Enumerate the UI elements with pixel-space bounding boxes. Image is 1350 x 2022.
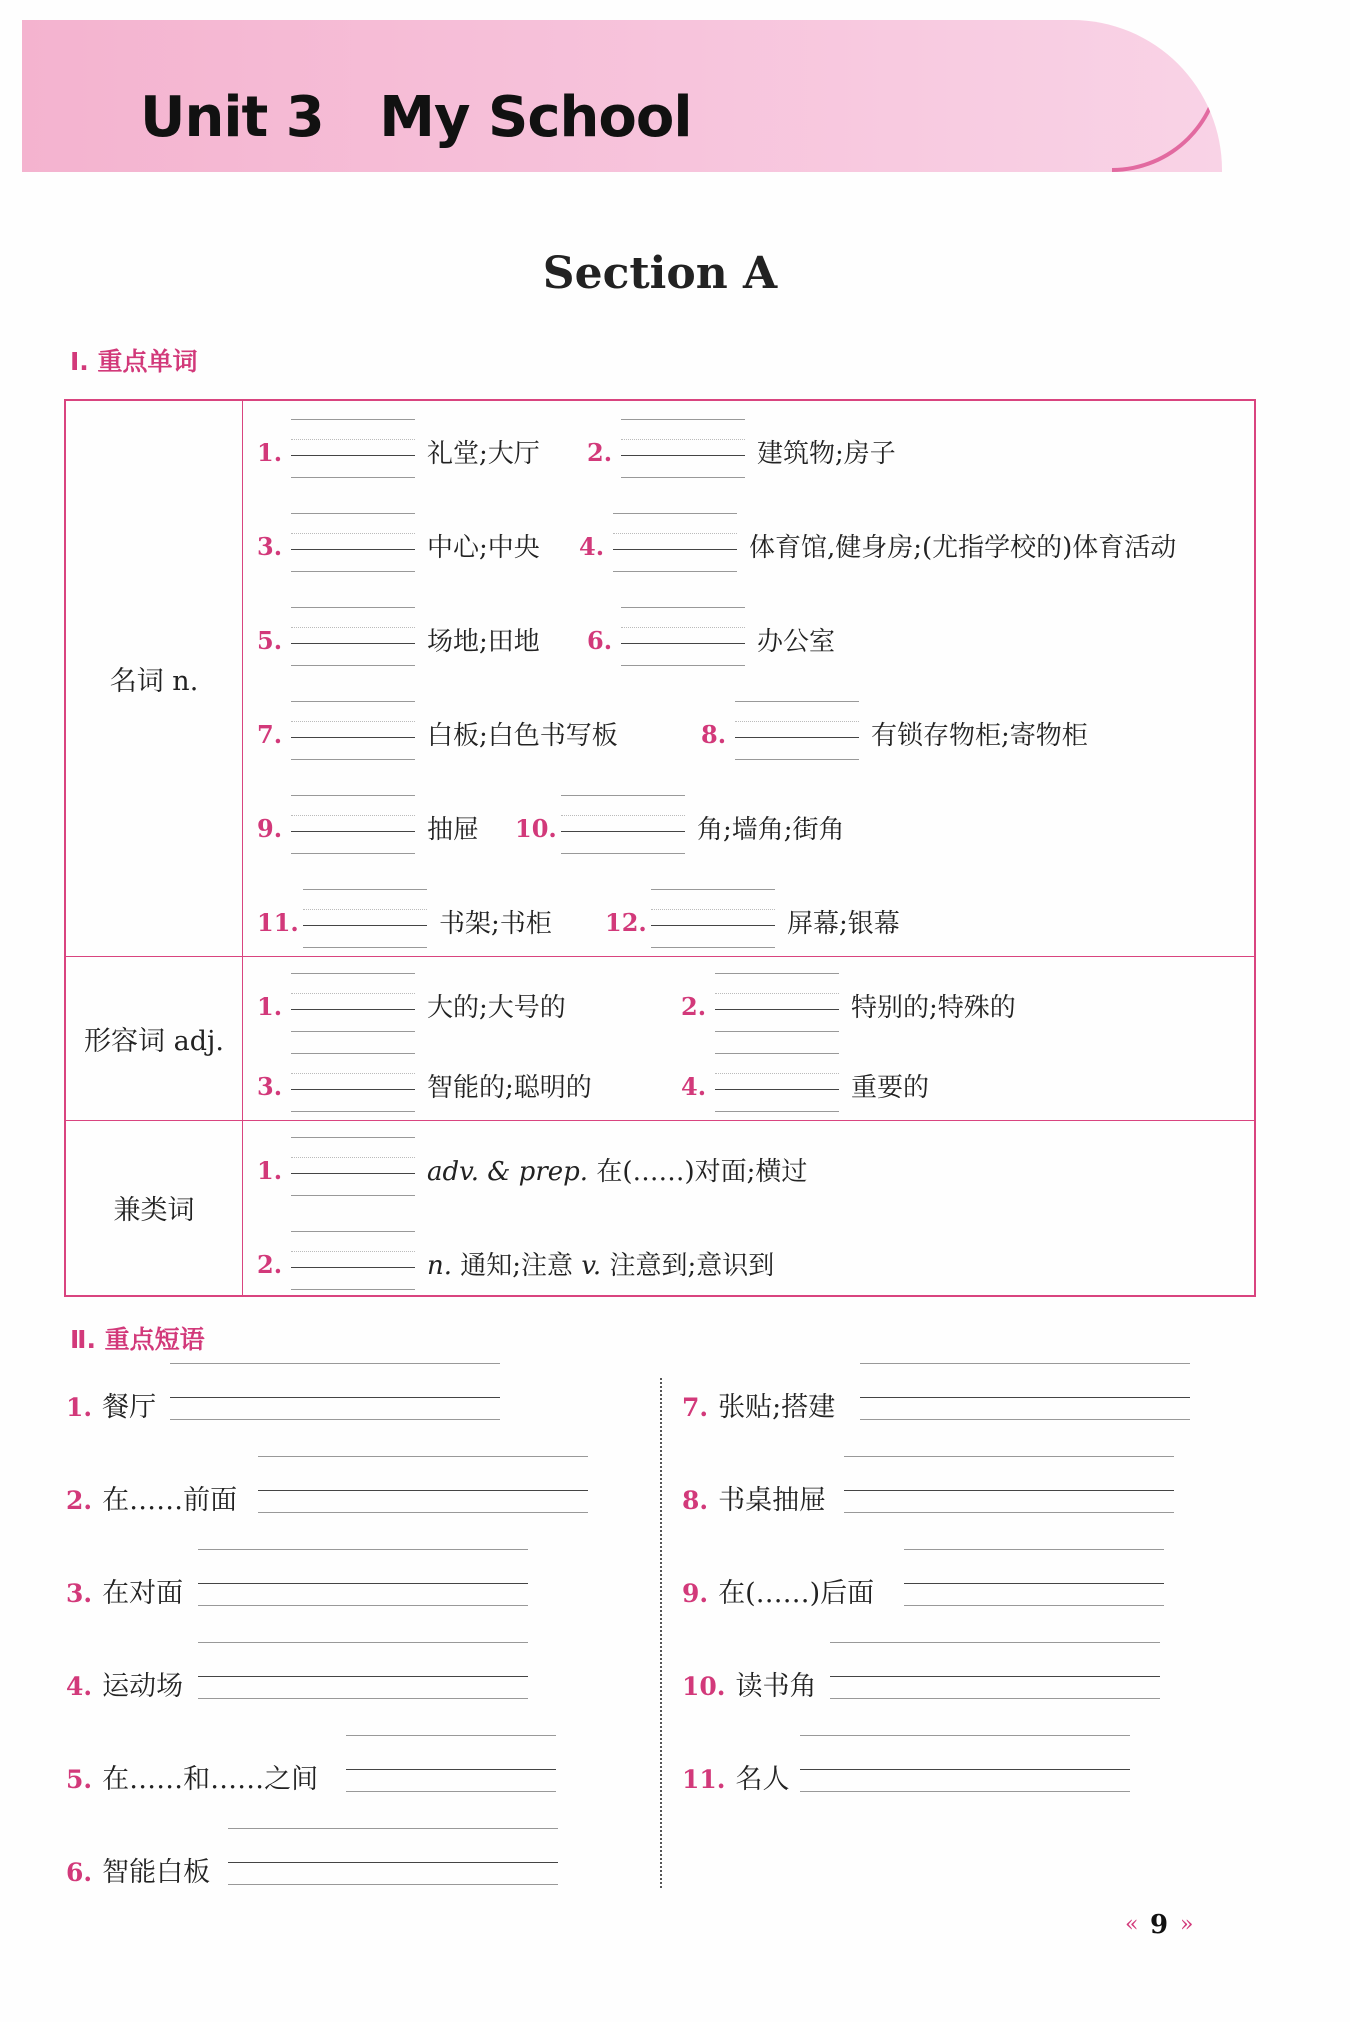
phrase-meaning: 在对面 <box>102 1578 184 1609</box>
item-number: 5. <box>257 626 283 655</box>
answer-blank[interactable] <box>291 701 415 765</box>
phrase-meaning: 智能白板 <box>102 1857 211 1888</box>
page-deco-left: « <box>1125 1912 1139 1937</box>
guide-line <box>904 1605 1164 1606</box>
guide-line <box>735 721 859 722</box>
part-of-speech: n. <box>427 1250 453 1281</box>
item-number: 4. <box>579 532 605 561</box>
phrase-number: 4. <box>66 1672 93 1701</box>
guide-line <box>258 1512 588 1513</box>
phrase-item <box>66 1757 318 1796</box>
guide-line <box>844 1512 1174 1513</box>
item-meaning: 大的;大号的 <box>427 992 566 1023</box>
item-meaning: 办公室 <box>757 627 836 657</box>
item-number: 3. <box>257 1071 283 1101</box>
item-meaning: 体育馆,健身房;(尤指学校的)体育活动 <box>749 533 1177 563</box>
section-title: Section A <box>542 248 778 299</box>
noun-items <box>243 400 1256 956</box>
item-meaning: 屏幕;银幕 <box>787 909 900 939</box>
answer-blank[interactable] <box>291 607 415 671</box>
item-number: 7. <box>257 720 283 749</box>
item-meaning: 角;墙角;街角 <box>697 815 845 845</box>
item-number: 1. <box>257 438 283 467</box>
answer-blank[interactable] <box>613 513 737 577</box>
guide-line <box>303 947 427 948</box>
phrase-meaning: 张贴;搭建 <box>718 1392 836 1423</box>
answer-blank[interactable] <box>715 1053 839 1117</box>
guide-line <box>303 909 427 910</box>
guide-line <box>291 533 415 534</box>
answer-blank[interactable] <box>715 973 839 1037</box>
vocab-table <box>64 399 1256 1297</box>
guide-line <box>830 1698 1160 1699</box>
answer-blank[interactable] <box>561 795 685 859</box>
phrase-meaning: 在(……)后面 <box>718 1578 875 1609</box>
guide-line <box>800 1791 1130 1792</box>
answer-blank[interactable] <box>303 889 427 953</box>
item-number: 2. <box>587 438 613 467</box>
answer-blank[interactable] <box>291 513 415 577</box>
part2-heading: Ⅱ. 重点短语 <box>70 1325 205 1354</box>
column-divider <box>660 1378 662 1888</box>
item-meaning <box>427 1151 807 1188</box>
item-number: 11. <box>257 908 299 937</box>
phrase-answer-blank[interactable] <box>198 1549 528 1611</box>
item-number: 8. <box>701 720 727 749</box>
page-number: 9 <box>1150 1910 1169 1940</box>
guide-line <box>651 909 775 910</box>
phrase-meaning: 在……前面 <box>102 1485 238 1516</box>
guide-line <box>621 627 745 628</box>
part-of-speech: adv. & prep. <box>427 1156 589 1187</box>
item-meaning: 智能的;聪明的 <box>427 1072 592 1103</box>
phrase-number: 11. <box>682 1765 726 1794</box>
phrase-answer-blank[interactable] <box>860 1363 1190 1425</box>
item-meaning: 书架;书柜 <box>439 909 552 939</box>
guide-line <box>291 439 415 440</box>
guide-line <box>715 993 839 994</box>
guide-line <box>561 815 685 816</box>
guide-line <box>291 993 415 994</box>
phrase-number: 2. <box>66 1486 93 1515</box>
guide-line <box>651 947 775 948</box>
meaning-text: 在(……)对面;横过 <box>596 1156 808 1187</box>
phrase-number: 3. <box>66 1579 93 1608</box>
phrase-number: 6. <box>66 1858 93 1887</box>
phrase-item <box>66 1664 183 1703</box>
category-adj: 形容词 adj. <box>65 956 243 1120</box>
answer-blank[interactable] <box>291 795 415 859</box>
item-number: 2. <box>257 1249 283 1279</box>
phrase-answer-blank[interactable] <box>904 1549 1164 1611</box>
item-number: 2. <box>681 991 707 1021</box>
phrase-item <box>682 1385 835 1424</box>
guide-line <box>346 1791 556 1792</box>
unit-title: Unit 3 My School <box>140 85 692 150</box>
phrase-item <box>66 1850 210 1889</box>
guide-line <box>291 853 415 854</box>
answer-blank[interactable] <box>651 889 775 953</box>
category-noun: 名词 n. <box>65 400 243 956</box>
item-meaning: 礼堂;大厅 <box>427 439 540 469</box>
guide-line <box>291 721 415 722</box>
phrase-item <box>682 1757 790 1796</box>
guide-line <box>291 759 415 760</box>
answer-blank[interactable] <box>291 1137 415 1201</box>
phrase-number: 9. <box>682 1579 709 1608</box>
item-meaning: 重要的 <box>851 1072 930 1103</box>
guide-line <box>291 1031 415 1032</box>
guide-line <box>715 1111 839 1112</box>
phrase-item <box>66 1478 237 1517</box>
item-number: 6. <box>587 626 613 655</box>
phrase-number: 10. <box>682 1672 726 1701</box>
item-meaning: 场地;田地 <box>427 627 540 657</box>
phrase-answer-blank[interactable] <box>258 1456 588 1518</box>
phrase-meaning: 运动场 <box>102 1671 184 1702</box>
phrase-item <box>682 1664 817 1703</box>
guide-line <box>613 571 737 572</box>
phrase-item <box>66 1571 183 1610</box>
guide-line <box>291 1073 415 1074</box>
phrase-item <box>682 1571 874 1610</box>
item-meaning <box>427 1245 774 1282</box>
item-number: 3. <box>257 532 283 561</box>
phrase-number: 8. <box>682 1486 709 1515</box>
phrase-item <box>682 1478 826 1517</box>
item-meaning: 有锁存物柜;寄物柜 <box>871 721 1088 751</box>
guide-line <box>735 759 859 760</box>
item-meaning: 特别的;特殊的 <box>851 992 1016 1023</box>
guide-line <box>621 439 745 440</box>
guide-line <box>291 571 415 572</box>
answer-blank[interactable] <box>621 419 745 483</box>
phrase-answer-blank[interactable] <box>228 1828 558 1890</box>
adj-items <box>243 956 1256 1120</box>
answer-blank[interactable] <box>621 607 745 671</box>
item-meaning: 建筑物;房子 <box>757 439 896 469</box>
part-of-speech: v. <box>581 1250 602 1281</box>
guide-line <box>291 477 415 478</box>
guide-line <box>715 1031 839 1032</box>
phrase-answer-blank[interactable] <box>844 1456 1174 1518</box>
guide-line <box>561 853 685 854</box>
item-number: 1. <box>257 1155 283 1185</box>
page-deco-right: » <box>1180 1912 1194 1937</box>
guide-line <box>621 477 745 478</box>
phrase-number: 7. <box>682 1393 709 1422</box>
guide-line <box>291 665 415 666</box>
guide-line <box>198 1698 528 1699</box>
guide-line <box>170 1419 500 1420</box>
part1-heading: Ⅰ. 重点单词 <box>70 347 198 376</box>
item-number: 9. <box>257 814 283 843</box>
guide-line <box>291 1289 415 1290</box>
answer-blank[interactable] <box>291 419 415 483</box>
phrase-answer-blank[interactable] <box>830 1642 1160 1704</box>
phrase-item <box>66 1385 156 1424</box>
item-number: 10. <box>515 814 557 843</box>
phrase-answer-blank[interactable] <box>346 1735 556 1797</box>
phrase-meaning: 名人 <box>735 1764 790 1795</box>
answer-blank[interactable] <box>291 973 415 1037</box>
item-meaning: 白板;白色书写板 <box>427 721 618 751</box>
guide-line <box>715 1073 839 1074</box>
item-number: 4. <box>681 1071 707 1101</box>
category-multi: 兼类词 <box>65 1120 243 1296</box>
phrase-number: 5. <box>66 1765 93 1794</box>
guide-line <box>291 815 415 816</box>
guide-line <box>860 1419 1190 1420</box>
answer-blank[interactable] <box>735 701 859 765</box>
guide-line <box>613 533 737 534</box>
answer-blank[interactable] <box>291 1231 415 1295</box>
guide-line <box>198 1605 528 1606</box>
phrase-meaning: 读书角 <box>735 1671 817 1702</box>
guide-line <box>291 1251 415 1252</box>
item-number: 12. <box>605 908 647 937</box>
meaning-text: 注意到;意识到 <box>609 1250 775 1281</box>
guide-line <box>228 1884 558 1885</box>
item-number: 1. <box>257 991 283 1021</box>
multi-items <box>243 1120 1256 1296</box>
guide-line <box>291 1195 415 1196</box>
phrase-meaning: 在……和……之间 <box>102 1764 319 1795</box>
item-meaning: 抽屉 <box>427 815 480 845</box>
guide-line <box>621 665 745 666</box>
answer-blank[interactable] <box>291 1053 415 1117</box>
guide-line <box>291 1157 415 1158</box>
phrase-meaning: 餐厅 <box>102 1392 157 1423</box>
phrase-answer-blank[interactable] <box>170 1363 500 1425</box>
meaning-text: 通知;注意 <box>460 1250 574 1281</box>
guide-line <box>291 1111 415 1112</box>
phrase-number: 1. <box>66 1393 93 1422</box>
phrase-meaning: 书桌抽屉 <box>718 1485 827 1516</box>
phrase-answer-blank[interactable] <box>198 1642 528 1704</box>
guide-line <box>291 627 415 628</box>
phrase-answer-blank[interactable] <box>800 1735 1130 1797</box>
item-meaning: 中心;中央 <box>427 533 540 563</box>
